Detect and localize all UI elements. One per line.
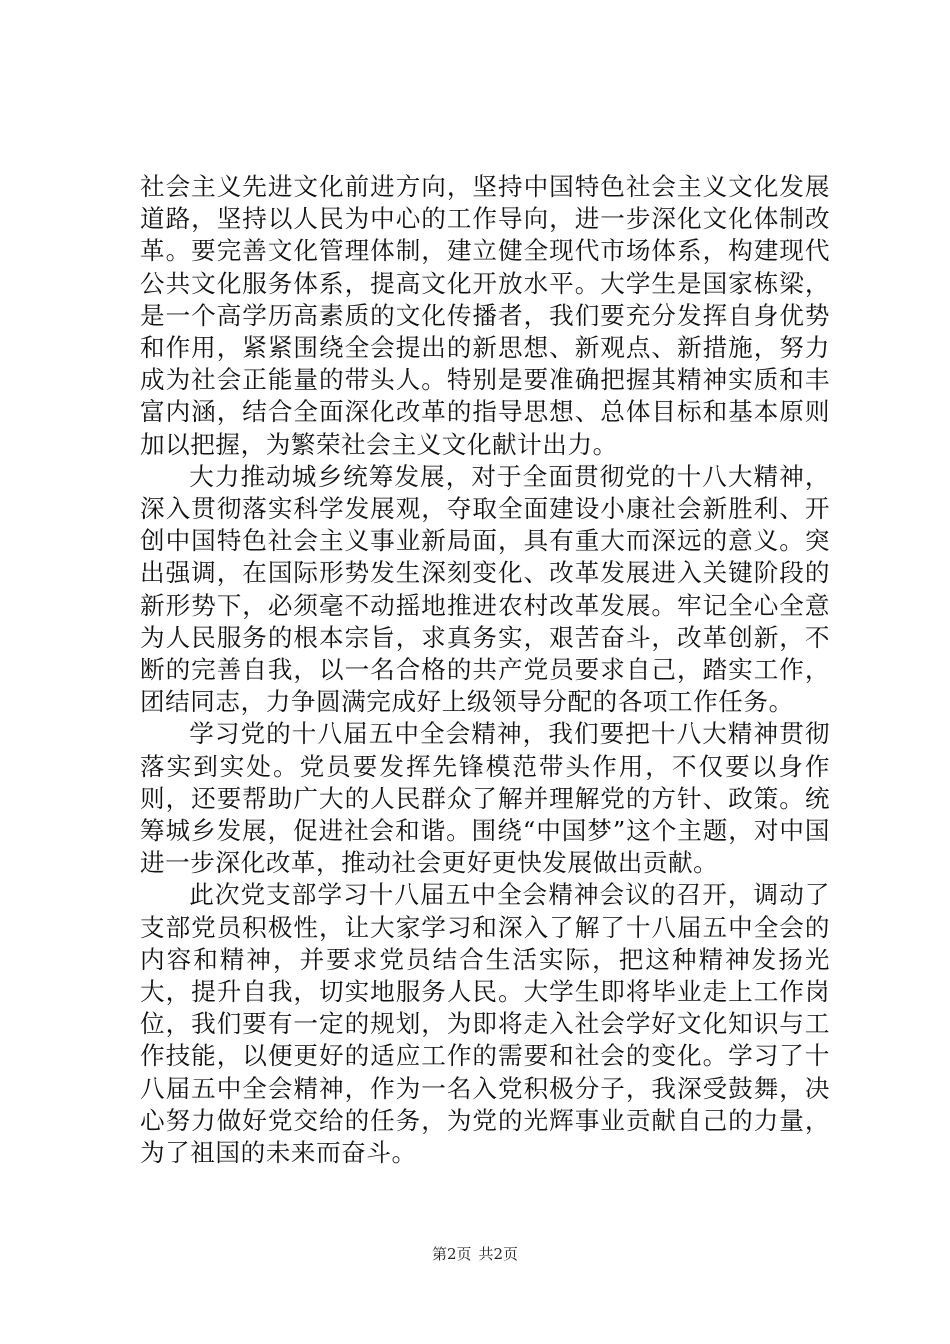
document-body — [140, 171, 830, 1169]
paragraph-urban-rural: 大力推动城乡统筹发展，对于全面贯彻党的十八大精神，深入贯彻落实科学发展观，夺取全面建设小康社会新胜利、开创中国特色社会主义事业新局面，具有重大而深远的意义。突出强调，在国际形势发生深刻变化、改革发展进入关键阶段的新形势下，必须毫不动摇地推进农村改革发展。牢记全心全意为人民服务的根本宗旨，求真务实，艰苦奋斗，改革创新，不断的完善自我，以一名合格的共产党员要求自己，踏实工作，团结同志，力争圆满完成好上级领导分配的各项工作任务。 — [140, 461, 830, 717]
paragraph-branch-meeting: 此次党支部学习十八届五中全会精神会议的召开，调动了支部党员积极性，让大家学习和深入了解了十八届五中全会的内容和精神，并要求党员结合生活实际，把这种精神发扬光大，提升自我，切实地服务人民。大学生即将毕业走上工作岗位，我们要有一定的规划，为即将走入社会学好文化知识与工作技能，以便更好的适应工作的需要和社会的变化。学习了十八届五中全会精神，作为一名入党积极分子，我深受鼓舞，决心努力做好党交给的任务，为党的光辉事业贡献自己的力量，为了祖国的未来而奋斗。 — [140, 880, 830, 1168]
page-footer — [0, 1244, 950, 1264]
paragraph-study-spirit: 学习党的十八届五中全会精神，我们要把十八大精神贯彻落实到实处。党员要发挥先锋模范带头作用，不仅要以身作则，还要帮助广大的人民群众了解并理解党的方针、政策。统筹城乡发展，促进社会和谐。围绕“中国梦”这个主题，对中国进一步深化改革，推动社会更好更快发展做出贡献。 — [140, 719, 830, 878]
paragraph-continued: 社会主义先进文化前进方向，坚持中国特色社会主义文化发展道路，坚持以人民为中心的工作导向，进一步深化文化体制改革。要完善文化管理体制，建立健全现代市场体系，构建现代公共文化服务体系，提高文化开放水平。大学生是国家栋梁，是一个高学历高素质的文化传播者，我们要充分发挥自身优势和作用，紧紧围绕全会提出的新思想、新观点、新措施，努力成为社会正能量的带头人。特别是要准确把握其精神实质和丰富内涵，结合全面深化改革的指导思想、总体目标和基本原则加以把握，为繁荣社会主义文化献计出力。 — [140, 172, 830, 459]
page-number: 第2页 — [431, 1245, 472, 1263]
page-total: 共2页 — [478, 1245, 519, 1263]
